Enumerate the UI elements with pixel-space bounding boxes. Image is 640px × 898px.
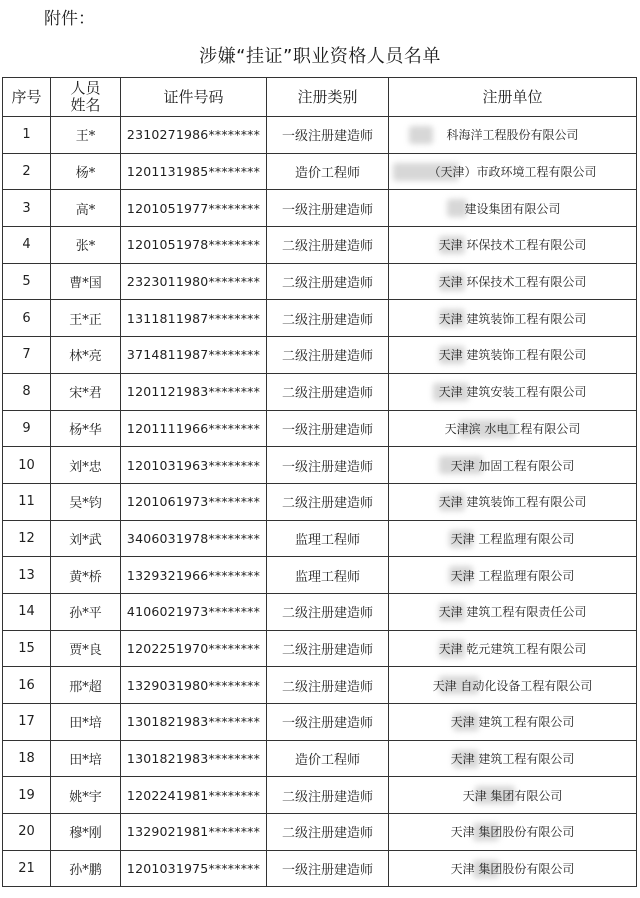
registration-unit-text: 天津 建筑工程有限公司 [450, 752, 575, 767]
row-id-number: 1329031980******** [121, 667, 267, 704]
row-id-number: 1202241981******** [121, 777, 267, 814]
row-registration-category: 二级注册建造师 [267, 593, 389, 630]
row-id-number: 1201051977******** [121, 190, 267, 227]
table-row [3, 593, 637, 630]
attachment-label: 附件： [44, 9, 95, 29]
table-row [3, 227, 637, 264]
row-person-name: 曹*国 [51, 263, 121, 300]
table-row [3, 814, 637, 851]
row-registration-category: 二级注册建造师 [267, 667, 389, 704]
row-registration-category: 监理工程师 [267, 520, 389, 557]
row-registration-category: 监理工程师 [267, 557, 389, 594]
row-id-number: 1201061973******** [121, 483, 267, 520]
table-row [3, 520, 637, 557]
row-person-name: 姚*宇 [51, 777, 121, 814]
row-serial-number: 7 [3, 337, 51, 374]
row-id-number: 1202251970******** [121, 630, 267, 667]
row-registration-unit [389, 740, 637, 777]
registration-unit-text: 天津 乾元建筑工程有限公司 [438, 641, 587, 656]
row-person-name: 田*培 [51, 740, 121, 777]
table-row [3, 190, 637, 227]
registration-unit-text: 天津 建筑安装工程有限公司 [438, 385, 587, 400]
personnel-table [2, 77, 637, 887]
row-registration-unit [389, 483, 637, 520]
row-id-number: 2323011980******** [121, 263, 267, 300]
row-registration-unit [389, 850, 637, 887]
row-serial-number: 19 [3, 777, 51, 814]
row-id-number: 1329321966******** [121, 557, 267, 594]
row-serial-number: 11 [3, 483, 51, 520]
row-serial-number: 5 [3, 263, 51, 300]
row-registration-category: 二级注册建造师 [267, 814, 389, 851]
row-registration-unit [389, 593, 637, 630]
row-registration-unit [389, 520, 637, 557]
row-serial-number: 9 [3, 410, 51, 447]
row-id-number: 1201111966******** [121, 410, 267, 447]
table-row [3, 153, 637, 190]
row-registration-category: 二级注册建造师 [267, 337, 389, 374]
row-registration-category: 一级注册建造师 [267, 190, 389, 227]
table-row [3, 704, 637, 741]
redaction-blur [409, 126, 433, 144]
document-title: 涉嫌“挂证”职业资格人员名单 [199, 46, 441, 67]
row-serial-number: 15 [3, 630, 51, 667]
row-person-name: 贾*良 [51, 630, 121, 667]
table-body [3, 117, 637, 887]
row-serial-number: 16 [3, 667, 51, 704]
registration-unit-text: 天津 建筑装饰工程有限公司 [438, 495, 587, 510]
row-id-number: 3714811987******** [121, 337, 267, 374]
row-registration-category: 二级注册建造师 [267, 373, 389, 410]
table-row [3, 410, 637, 447]
row-id-number: 2310271986******** [121, 117, 267, 154]
registration-unit-text: 天津 加固工程有限公司 [450, 458, 575, 473]
row-person-name: 黄*桥 [51, 557, 121, 594]
registration-unit-text: 天津 环保技术工程有限公司 [438, 275, 587, 290]
row-person-name: 穆*刚 [51, 814, 121, 851]
row-person-name: 邢*超 [51, 667, 121, 704]
row-serial-number: 2 [3, 153, 51, 190]
header-registration-unit: 注册单位 [389, 78, 637, 117]
header-person-name [51, 78, 121, 117]
row-serial-number: 4 [3, 227, 51, 264]
registration-unit-text: （天津）市政环境工程有限公司 [428, 165, 597, 180]
registration-unit-text: 建设集团有限公司 [464, 201, 561, 216]
row-registration-unit [389, 410, 637, 447]
row-registration-unit [389, 337, 637, 374]
registration-unit-text: 科海洋工程股份有限公司 [446, 128, 579, 143]
row-registration-unit [389, 227, 637, 264]
row-person-name: 吴*钧 [51, 483, 121, 520]
table-row [3, 777, 637, 814]
registration-unit-text: 天津 建筑装饰工程有限公司 [438, 348, 587, 363]
row-serial-number: 18 [3, 740, 51, 777]
row-registration-category: 一级注册建造师 [267, 704, 389, 741]
table-row [3, 667, 637, 704]
row-registration-unit [389, 704, 637, 741]
table-row [3, 300, 637, 337]
row-serial-number: 6 [3, 300, 51, 337]
row-id-number: 1329021981******** [121, 814, 267, 851]
table-row [3, 483, 637, 520]
row-registration-unit [389, 190, 637, 227]
row-person-name: 刘*武 [51, 520, 121, 557]
registration-unit-text: 天津 工程监理有限公司 [450, 568, 575, 583]
row-serial-number: 17 [3, 704, 51, 741]
row-registration-category: 造价工程师 [267, 153, 389, 190]
table-row [3, 850, 637, 887]
header-person-name-text: 人员 姓名 [70, 79, 101, 114]
row-registration-unit [389, 300, 637, 337]
row-registration-unit [389, 667, 637, 704]
table-row [3, 337, 637, 374]
row-person-name: 王*正 [51, 300, 121, 337]
registration-unit-text: 天津 环保技术工程有限公司 [438, 238, 587, 253]
table-row [3, 630, 637, 667]
row-registration-category: 二级注册建造师 [267, 300, 389, 337]
row-id-number: 3406031978******** [121, 520, 267, 557]
row-serial-number: 14 [3, 593, 51, 630]
row-serial-number: 21 [3, 850, 51, 887]
row-person-name: 孙*平 [51, 593, 121, 630]
row-serial-number: 12 [3, 520, 51, 557]
registration-unit-text: 天津 自动化设备工程有限公司 [432, 678, 593, 693]
row-registration-unit [389, 557, 637, 594]
row-serial-number: 8 [3, 373, 51, 410]
row-id-number: 1301821983******** [121, 704, 267, 741]
row-id-number: 4106021973******** [121, 593, 267, 630]
row-id-number: 1201131985******** [121, 153, 267, 190]
registration-unit-text: 天津 集团股份有限公司 [450, 862, 575, 877]
registration-unit-text: 天津 建筑工程有限责任公司 [438, 605, 587, 620]
registration-unit-text: 天津 集团有限公司 [462, 788, 563, 803]
table-row [3, 263, 637, 300]
row-registration-category: 二级注册建造师 [267, 227, 389, 264]
header-serial-number: 序号 [3, 78, 51, 117]
row-registration-unit [389, 447, 637, 484]
row-person-name: 杨*华 [51, 410, 121, 447]
registration-unit-text: 天津 工程监理有限公司 [450, 531, 575, 546]
row-person-name: 宋*君 [51, 373, 121, 410]
row-registration-category: 二级注册建造师 [267, 483, 389, 520]
row-serial-number: 13 [3, 557, 51, 594]
table-header-row [3, 78, 637, 117]
row-registration-unit [389, 814, 637, 851]
row-id-number: 1301821983******** [121, 740, 267, 777]
row-registration-category: 一级注册建造师 [267, 117, 389, 154]
table-row [3, 557, 637, 594]
row-serial-number: 20 [3, 814, 51, 851]
registration-unit-text: 天津滨 水电工程有限公司 [444, 421, 581, 436]
row-id-number: 1201031975******** [121, 850, 267, 887]
row-serial-number: 3 [3, 190, 51, 227]
row-registration-unit [389, 373, 637, 410]
row-registration-unit [389, 117, 637, 154]
row-id-number: 1201051978******** [121, 227, 267, 264]
row-person-name: 王* [51, 117, 121, 154]
row-registration-category: 一级注册建造师 [267, 410, 389, 447]
row-serial-number: 10 [3, 447, 51, 484]
header-id-number: 证件号码 [121, 78, 267, 117]
row-registration-category: 一级注册建造师 [267, 850, 389, 887]
row-registration-category: 二级注册建造师 [267, 263, 389, 300]
row-registration-unit [389, 153, 637, 190]
row-registration-unit [389, 777, 637, 814]
registration-unit-text: 天津 集团股份有限公司 [450, 825, 575, 840]
header-registration-category: 注册类别 [267, 78, 389, 117]
table-row [3, 447, 637, 484]
row-person-name: 高* [51, 190, 121, 227]
row-registration-category: 造价工程师 [267, 740, 389, 777]
registration-unit-text: 天津 建筑工程有限公司 [450, 715, 575, 730]
row-person-name: 孙*鹏 [51, 850, 121, 887]
row-registration-unit [389, 263, 637, 300]
row-serial-number: 1 [3, 117, 51, 154]
row-registration-category: 二级注册建造师 [267, 630, 389, 667]
row-person-name: 刘*忠 [51, 447, 121, 484]
table-row [3, 740, 637, 777]
row-person-name: 林*亮 [51, 337, 121, 374]
row-id-number: 1201121983******** [121, 373, 267, 410]
row-id-number: 1201031963******** [121, 447, 267, 484]
table-row [3, 117, 637, 154]
row-person-name: 杨* [51, 153, 121, 190]
table-row [3, 373, 637, 410]
row-person-name: 张* [51, 227, 121, 264]
row-registration-unit [389, 630, 637, 667]
registration-unit-text: 天津 建筑装饰工程有限公司 [438, 311, 587, 326]
row-person-name: 田*培 [51, 704, 121, 741]
row-id-number: 1311811987******** [121, 300, 267, 337]
row-registration-category: 二级注册建造师 [267, 777, 389, 814]
row-registration-category: 一级注册建造师 [267, 447, 389, 484]
